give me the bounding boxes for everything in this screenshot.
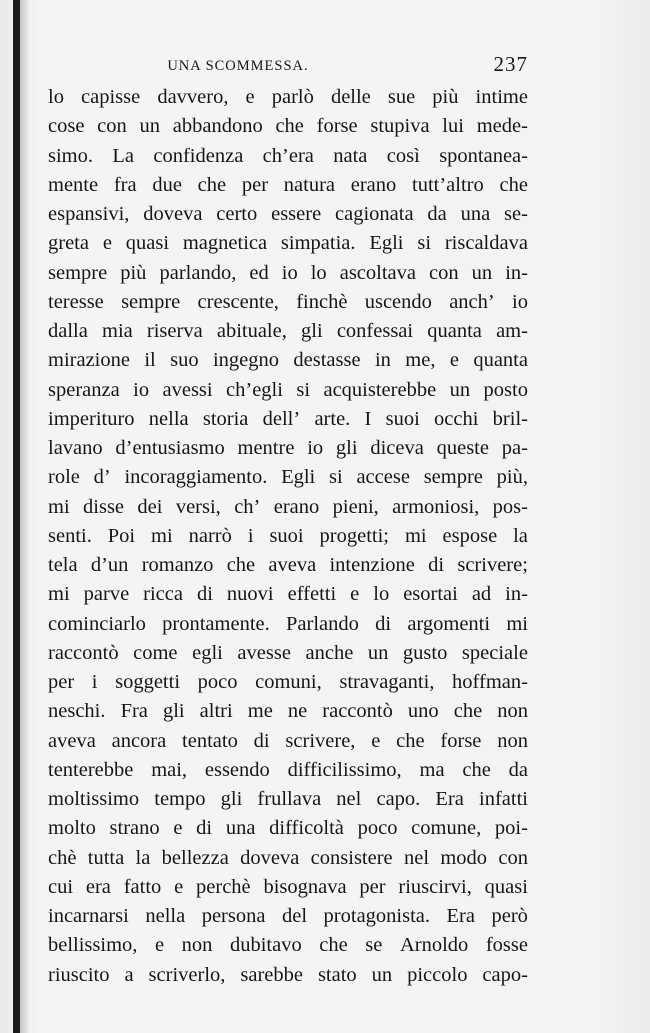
word: se	[365, 934, 383, 957]
word: forse	[440, 729, 482, 752]
word: consistere	[310, 846, 393, 869]
word: non	[497, 729, 528, 752]
word: capo-	[482, 963, 528, 986]
word: di	[253, 729, 270, 752]
text-line	[48, 493, 528, 522]
word: tela	[48, 554, 78, 576]
word: queste	[436, 437, 489, 459]
word: erano	[273, 495, 320, 518]
word: parlò	[271, 86, 314, 108]
word: senti.	[48, 524, 92, 547]
word: che	[197, 173, 227, 196]
text-line	[48, 785, 528, 814]
word: intime	[475, 86, 528, 108]
word: aveva	[48, 729, 96, 752]
word: me	[247, 700, 273, 723]
word: tempo	[154, 788, 206, 810]
text-line	[48, 83, 528, 112]
word: role	[48, 466, 80, 489]
word: ch’	[234, 495, 261, 518]
word: e	[350, 583, 360, 606]
word: essendo	[204, 758, 270, 781]
word: ad	[471, 583, 492, 606]
word: narrò	[188, 524, 232, 547]
word: romanzo	[141, 554, 214, 576]
word: simpatia.	[280, 232, 356, 255]
word: greta	[48, 232, 89, 255]
text-line	[48, 873, 528, 902]
word: arte.	[314, 407, 351, 430]
word: abituale,	[216, 320, 287, 342]
word: tenterebbe	[48, 758, 134, 781]
word: bellissimo,	[48, 934, 138, 957]
word: spontanea-	[439, 144, 528, 167]
word: nata	[333, 144, 368, 167]
word: Poi	[107, 524, 136, 547]
word: nel	[336, 788, 362, 810]
word: mentre	[237, 437, 295, 459]
word: lo	[373, 583, 390, 606]
word: io	[307, 437, 324, 459]
text-line	[48, 610, 528, 639]
word: d’entusiasmo	[115, 437, 225, 459]
word: Era	[446, 905, 475, 927]
text-line	[48, 727, 528, 756]
word: frullava	[257, 788, 322, 810]
word: in	[374, 349, 391, 372]
word: il	[144, 349, 156, 372]
word: avessi	[162, 378, 213, 401]
word: per	[241, 173, 269, 196]
word: se-	[504, 203, 528, 225]
word: ch’egli	[226, 378, 283, 401]
text-line	[48, 288, 528, 317]
word: chè	[48, 846, 77, 869]
word: delle	[330, 86, 371, 108]
word: davvero,	[157, 86, 229, 108]
word: gusto	[402, 641, 448, 664]
word: mi	[404, 524, 427, 547]
word: molto	[48, 817, 96, 840]
word: La	[112, 144, 134, 167]
word: era	[85, 875, 111, 898]
word: certo	[216, 203, 258, 225]
word: e	[173, 817, 183, 840]
word: cose	[48, 115, 85, 138]
word: ed	[249, 261, 269, 284]
word: scrivere;	[457, 554, 528, 576]
text-line	[48, 697, 528, 726]
word: di	[428, 554, 445, 576]
text-line	[48, 376, 528, 405]
text-line	[48, 902, 528, 931]
word: comune,	[411, 817, 482, 840]
word: diceva	[370, 437, 424, 459]
word: quasi	[484, 875, 528, 898]
word: doveva	[240, 846, 300, 869]
word: un	[471, 261, 493, 284]
word: ma	[419, 758, 445, 781]
word: storia	[202, 407, 249, 430]
word: I	[364, 407, 372, 430]
word: più	[120, 261, 147, 284]
word: i	[91, 671, 98, 693]
word: incoraggiamento.	[124, 466, 268, 489]
word: incarnarsi	[48, 905, 129, 927]
word: e	[371, 729, 381, 752]
word: nel	[403, 846, 430, 869]
word: dei	[137, 495, 163, 518]
word: io	[281, 261, 298, 284]
word: mi	[506, 612, 528, 635]
word: avesse	[237, 641, 291, 664]
word: versi,	[175, 495, 221, 518]
text-line	[48, 171, 528, 200]
word: quanta	[427, 320, 482, 342]
word: crescente,	[197, 290, 279, 313]
word: fosse	[485, 934, 528, 957]
word: poco	[357, 817, 398, 840]
word: gli	[162, 700, 185, 723]
text-line	[48, 200, 528, 229]
word: a	[124, 963, 134, 986]
word: neschi.	[48, 700, 106, 723]
word: con	[429, 261, 459, 284]
word: armoniosi,	[392, 495, 480, 518]
word: cagionata	[335, 203, 414, 225]
word: tutt’altro	[412, 173, 484, 196]
word: mede-	[476, 115, 528, 138]
word: aveva	[268, 554, 317, 576]
word: che	[453, 700, 483, 723]
word: essere	[271, 203, 322, 225]
running-header	[48, 52, 528, 78]
word: pa-	[501, 437, 528, 459]
word: ascoltava	[339, 261, 416, 284]
word: fra	[113, 173, 137, 196]
text-line	[48, 142, 528, 171]
word: un	[139, 115, 161, 138]
word: più	[432, 86, 459, 108]
word: ch’era	[262, 144, 314, 167]
word: ne	[287, 700, 308, 723]
word: dell’	[262, 407, 301, 430]
word: ingegno	[212, 349, 280, 372]
word: accese	[356, 466, 410, 489]
word: tutta	[87, 846, 125, 869]
word: che	[275, 115, 304, 138]
word: disse	[83, 495, 125, 518]
word: ancora	[111, 729, 167, 752]
word: esortai	[403, 583, 458, 606]
word: d’un	[90, 554, 129, 576]
word: un	[449, 378, 471, 401]
word: capisse	[81, 86, 141, 108]
word: doveva	[143, 203, 203, 225]
text-line	[48, 463, 528, 492]
word: gli	[335, 437, 358, 459]
page-number: 237	[493, 52, 528, 76]
word: una	[460, 203, 491, 225]
word: riuscito	[48, 963, 110, 986]
word: effetti	[287, 583, 337, 606]
word: speciale	[461, 641, 528, 664]
word: tentato	[182, 729, 238, 752]
word: sempre	[48, 261, 108, 284]
word: me,	[405, 349, 436, 372]
word: progetti;	[319, 524, 390, 547]
word: perchè	[196, 875, 251, 898]
text-line	[48, 931, 528, 960]
running-title: UNA SCOMMESSA.	[167, 58, 309, 74]
word: speranza	[48, 378, 120, 401]
word: che	[396, 729, 425, 752]
word: sue	[387, 86, 416, 108]
word: mi	[48, 495, 70, 518]
word: un	[371, 963, 393, 986]
word: acquisterebbe	[323, 378, 437, 401]
text-line	[48, 668, 528, 697]
text-line	[48, 551, 528, 580]
word: Arnoldo	[399, 934, 469, 957]
word: riserva	[146, 320, 203, 342]
text-line	[48, 434, 528, 463]
word: bellezza	[161, 846, 229, 869]
word: quasi	[125, 232, 170, 255]
page-binding-edge	[13, 0, 20, 1033]
word: am-	[496, 320, 528, 342]
word: io	[133, 378, 150, 401]
word: si	[296, 378, 311, 401]
word: posto	[483, 378, 528, 401]
word: dubitavo	[229, 934, 302, 957]
text-line	[48, 961, 528, 990]
word: lui	[442, 115, 464, 138]
word: cominciarlo	[48, 612, 146, 635]
word: i	[247, 524, 254, 547]
word: raccontò	[48, 641, 119, 664]
word: come	[133, 641, 178, 664]
word: sarebbe	[240, 963, 303, 986]
text-line	[48, 112, 528, 141]
word: comuni,	[255, 671, 322, 693]
word: più,	[496, 466, 528, 489]
word: non	[181, 934, 213, 957]
word: quanta	[473, 349, 528, 372]
text-line	[48, 405, 528, 434]
word: confessai	[336, 320, 414, 342]
word: che	[462, 758, 491, 781]
word: con	[498, 846, 528, 869]
word: e	[245, 86, 255, 108]
word: non	[497, 700, 528, 723]
word: riscaldava	[444, 232, 528, 255]
word: poco	[197, 671, 238, 693]
word: suo	[170, 349, 199, 372]
word: un	[367, 641, 389, 664]
word: gli	[301, 320, 323, 342]
word: egli	[192, 641, 223, 664]
word: pieni,	[332, 495, 379, 518]
word: pos-	[492, 495, 528, 518]
word: infatti	[479, 788, 528, 810]
word: difficoltà	[269, 817, 344, 840]
word: mi	[151, 524, 173, 547]
word: di	[196, 817, 213, 840]
word: mirazione	[48, 349, 130, 372]
word: lo	[310, 261, 327, 284]
word: modo	[440, 846, 488, 869]
word: occhi	[434, 407, 479, 430]
word: confidenza	[153, 144, 244, 167]
word: cui	[48, 875, 74, 898]
word: mente	[48, 173, 99, 196]
word: uscendo	[364, 290, 432, 313]
word: Egli	[369, 232, 404, 255]
word: prontamente.	[162, 612, 270, 635]
word: intenzione	[329, 554, 415, 576]
word: altri	[199, 700, 233, 723]
word: stato	[317, 963, 357, 986]
word: fatto	[123, 875, 162, 898]
word: raccontò	[322, 700, 393, 723]
word: di	[375, 612, 392, 635]
word: argomenti	[407, 612, 491, 635]
word: persona	[201, 905, 266, 927]
text-line	[48, 844, 528, 873]
word: però	[491, 905, 528, 927]
word: forse	[316, 115, 358, 138]
word: che	[499, 173, 528, 196]
text-line	[48, 346, 528, 375]
word: così	[386, 144, 420, 167]
word: scrivere,	[285, 729, 356, 752]
word: anch’	[449, 290, 495, 313]
word: Era	[435, 788, 464, 810]
word: per	[48, 671, 75, 693]
word: parve	[83, 583, 130, 606]
word: Egli	[281, 466, 316, 489]
word: con	[97, 115, 127, 138]
word: da	[427, 203, 447, 225]
word: erano	[350, 173, 397, 196]
word: nuovi	[226, 583, 274, 606]
word: da	[508, 758, 528, 781]
word: e	[174, 875, 184, 898]
text-line	[48, 317, 528, 346]
word: che	[226, 554, 256, 576]
text-line	[48, 756, 528, 785]
word: si	[329, 466, 343, 489]
page-binding-shadow	[20, 0, 30, 1033]
word: stravaganti,	[339, 671, 435, 693]
word: bisognava	[263, 875, 347, 898]
word: protagonista.	[323, 905, 431, 927]
word: una	[225, 817, 256, 840]
word: che	[319, 934, 348, 957]
word: simo.	[48, 144, 93, 167]
word: destasse	[293, 349, 361, 372]
word: lavano	[48, 437, 103, 459]
text-line	[48, 229, 528, 258]
word: hoffman-	[452, 671, 528, 693]
word: la	[135, 846, 151, 869]
text-line	[48, 639, 528, 668]
word: e	[154, 934, 165, 957]
word: suoi	[269, 524, 304, 547]
word: difficilissimo,	[287, 758, 402, 781]
word: sempre	[423, 466, 483, 489]
word: nella	[145, 905, 186, 927]
word: Fra	[120, 700, 148, 723]
word: bril-	[492, 407, 528, 430]
word: per	[359, 875, 386, 898]
word: moltissimo	[48, 788, 140, 810]
body-text	[48, 83, 528, 990]
word: riuscirvi,	[398, 875, 472, 898]
word: ricca	[143, 583, 183, 606]
word: espose	[442, 524, 498, 547]
word: soggetti	[115, 671, 181, 693]
word: si	[417, 232, 432, 255]
word: piccolo	[407, 963, 468, 986]
word: nella	[148, 407, 189, 430]
word: mi	[48, 583, 70, 606]
word: gli	[220, 788, 243, 810]
text-line	[48, 522, 528, 551]
word: io	[512, 290, 528, 313]
word: di	[196, 583, 213, 606]
word: natura	[283, 173, 336, 196]
word: imperituro	[48, 407, 135, 430]
word: parlando,	[159, 261, 237, 284]
word: abbandono	[172, 115, 263, 138]
word: magnetica	[182, 232, 268, 255]
text-line	[48, 580, 528, 609]
text-line	[48, 814, 528, 843]
word: poi-	[494, 817, 528, 840]
word: Parlando	[286, 612, 359, 635]
word: mia	[102, 320, 133, 342]
word: suoi	[385, 407, 420, 430]
word: finchè	[296, 290, 348, 313]
word: capo.	[376, 788, 421, 810]
word: e	[449, 349, 459, 372]
text-line	[48, 259, 528, 288]
word: in-	[505, 583, 528, 606]
word: lo	[48, 86, 64, 108]
word: stupiva	[370, 115, 430, 138]
word: in-	[505, 261, 528, 284]
word: scriverlo,	[148, 963, 226, 986]
word: del	[281, 905, 308, 927]
word: dalla	[48, 320, 88, 342]
word: espansivi,	[48, 203, 130, 225]
word: la	[513, 524, 528, 547]
word: teresse	[48, 290, 104, 313]
word: mai,	[151, 758, 188, 781]
word: sempre	[121, 290, 181, 313]
word: e	[102, 232, 112, 255]
word: d’	[93, 466, 111, 489]
word: strano	[109, 817, 160, 840]
word: anche	[305, 641, 354, 664]
word: due	[152, 173, 182, 196]
word: uno	[407, 700, 439, 723]
